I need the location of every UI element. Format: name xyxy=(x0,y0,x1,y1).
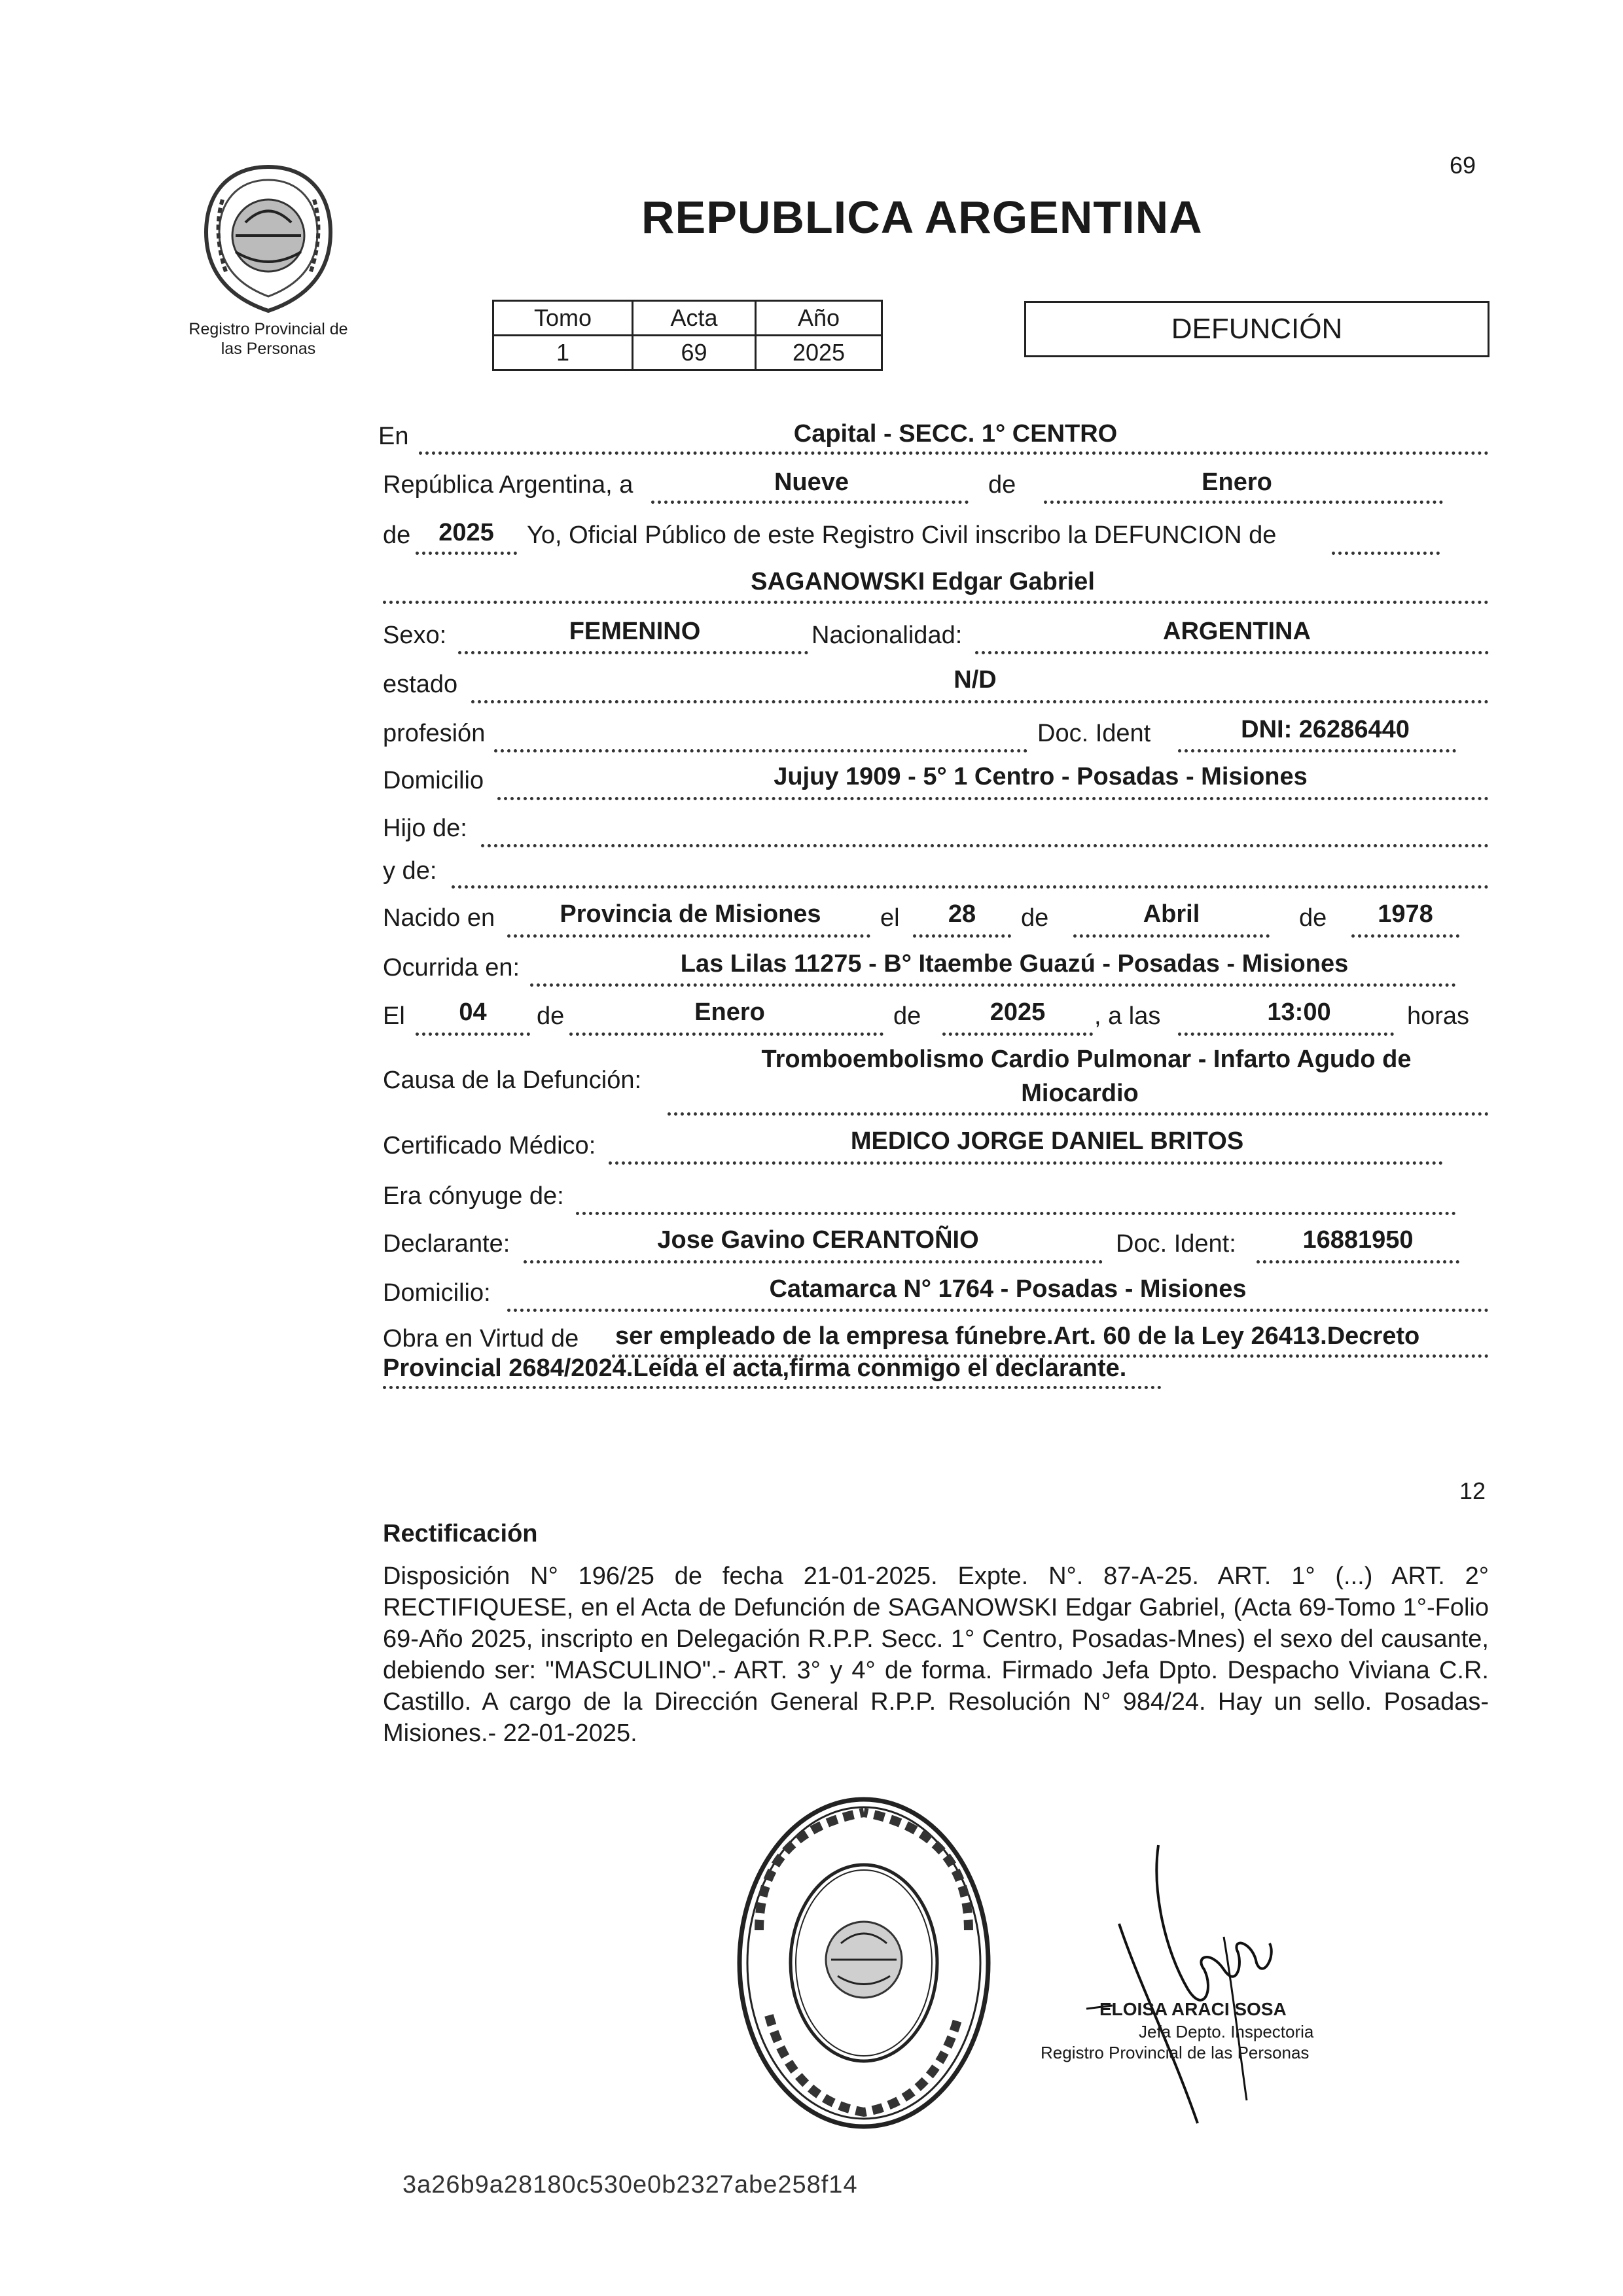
nacido-value: Provincia de Misiones xyxy=(560,900,821,928)
declarante-value: Jose Gavino CERANTOÑIO xyxy=(657,1226,979,1254)
horas-label: horas xyxy=(1407,1002,1470,1030)
death-year: 2025 xyxy=(990,998,1046,1026)
sexo-value: FEMENINO xyxy=(569,618,701,645)
birth-month: Abril xyxy=(1143,900,1200,928)
causa-label: Causa de la Defunción: xyxy=(383,1067,642,1094)
doc2-value: 16881950 xyxy=(1302,1226,1414,1254)
obra-label: Obra en Virtud de xyxy=(383,1325,579,1352)
certificado-value: MEDICO JORGE DANIEL BRITOS xyxy=(850,1127,1244,1155)
doc-label: Doc. Ident xyxy=(1037,720,1151,747)
domicilio2-label: Domicilio: xyxy=(383,1279,491,1307)
acta-header: Acta xyxy=(633,301,756,336)
deceased-name: SAGANOWSKI Edgar Gabriel xyxy=(751,568,1095,595)
de-label-1: de xyxy=(988,471,1016,499)
death-day: 04 xyxy=(459,998,487,1026)
death-month: Enero xyxy=(694,998,765,1026)
domicilio-label: Domicilio xyxy=(383,767,484,794)
en-label: En xyxy=(378,423,409,450)
record-type-box: DEFUNCIÓN xyxy=(1024,301,1489,357)
death-time: 13:00 xyxy=(1267,998,1331,1026)
document-hash: 3a26b9a28180c530e0b2327abe258f14 xyxy=(402,2171,858,2199)
signer-role: Jefa Depto. Inspectoria xyxy=(1139,2022,1314,2041)
de-label-6: de xyxy=(893,1002,921,1030)
domicilio-value: Jujuy 1909 - 5° 1 Centro - Posadas - Misiones xyxy=(774,763,1308,790)
el-label: el xyxy=(880,904,900,932)
page-number: 69 xyxy=(1450,152,1476,179)
de-label-5: de xyxy=(537,1002,565,1030)
rectificacion-title: Rectificación xyxy=(383,1520,538,1547)
El-label: El xyxy=(383,1002,405,1030)
obra-line-2: Provincial 2684/2024.Leída el acta,firma conmigo el declarante. xyxy=(383,1354,1127,1382)
doc-value: DNI: 26286440 xyxy=(1241,716,1410,743)
alas-label: , a las xyxy=(1094,1002,1161,1030)
document-title: REPUBLICA ARGENTINA xyxy=(641,192,1203,243)
provincia-misiones-logo xyxy=(196,160,340,317)
de-label-3: de xyxy=(1021,904,1049,932)
causa-line-2: Miocardio xyxy=(1021,1080,1139,1107)
declarante-label: Declarante: xyxy=(383,1230,510,1258)
day-word: Nueve xyxy=(774,468,849,496)
tomo-header: Tomo xyxy=(493,301,633,336)
domicilio2-value: Catamarca N° 1764 - Posadas - Misiones xyxy=(769,1275,1247,1303)
conyuge-label: Era cónyuge de: xyxy=(383,1182,564,1210)
signer-name: ELOISA ARACI SOSA xyxy=(1099,1999,1287,2019)
estado-label: estado xyxy=(383,671,458,698)
certificado-label: Certificado Médico: xyxy=(383,1132,596,1159)
causa-line-1: Tromboembolismo Cardio Pulmonar - Infarto Agudo de xyxy=(761,1046,1412,1073)
profesion-label: profesión xyxy=(383,720,486,747)
nacionalidad-label: Nacionalidad: xyxy=(812,622,963,649)
record-table xyxy=(492,300,883,371)
de-label-4: de xyxy=(1299,904,1327,932)
obra-line-1: ser empleado de la empresa fúnebre.Art. 60 de la Ley 26413.Decreto xyxy=(615,1322,1420,1350)
logo-caption: Registro Provincial de las Personas xyxy=(188,320,348,358)
ano-value: 2025 xyxy=(756,336,882,370)
sexo-label: Sexo: xyxy=(383,622,447,649)
doc2-label: Doc. Ident: xyxy=(1116,1230,1236,1258)
rectificacion-page-number: 12 xyxy=(1459,1477,1486,1504)
year: 2025 xyxy=(438,519,494,546)
signer-office: Registro Provincial de las Personas xyxy=(1041,2043,1310,2062)
nacido-label: Nacido en xyxy=(383,904,495,932)
yde-label: y de: xyxy=(383,857,437,885)
ano-header: Año xyxy=(756,301,882,336)
registry-seal xyxy=(733,1793,995,2133)
republica-label: República Argentina, a xyxy=(383,471,633,499)
birth-day: 28 xyxy=(948,900,976,928)
hijo-label: Hijo de: xyxy=(383,815,467,842)
rectificacion-text: Disposición N° 196/25 de fecha 21-01-2025. Expte. N°. 87-A-25. ART. 1° (...) ART. 2° RECTIFIQUESE, en el Acta de Defunción de SAGANOWSKI Edgar Gabriel, (Acta 69-Tomo 1°-Folio 69-Año 2025, inscripto en Delegación R.P.P. Secc. 1° Centro, Posadas-Mnes) el sexo del causante, debiendo ser: "MASCULINO".- ART. 3° y 4° de forma. Firmado Jefa Dpto. Despacho Viviana C.R. Castillo. A cargo de la Dirección General R.P.P. Resolución N° 984/24. Hay un sello. Posadas-Misiones.- 22-01-2025. xyxy=(383,1563,1489,1747)
ocurrida-value: Las Lilas 11275 - B° Itaembe Guazú - Posadas - Misiones xyxy=(680,950,1349,978)
month-word: Enero xyxy=(1202,468,1272,496)
en-value: Capital - SECC. 1° CENTRO xyxy=(793,420,1118,448)
de-label-2: de xyxy=(383,521,411,549)
birth-year: 1978 xyxy=(1378,900,1433,928)
handwritten-signature xyxy=(1073,1839,1322,2127)
acta-value: 69 xyxy=(633,336,756,370)
ocurrida-label: Ocurrida en: xyxy=(383,954,520,981)
inscribo-text: Yo, Oficial Público de este Registro Civil inscribo la DEFUNCION de xyxy=(527,521,1277,549)
tomo-value: 1 xyxy=(493,336,633,370)
estado-value: N/D xyxy=(954,666,997,694)
nacionalidad-value: ARGENTINA xyxy=(1163,618,1311,645)
